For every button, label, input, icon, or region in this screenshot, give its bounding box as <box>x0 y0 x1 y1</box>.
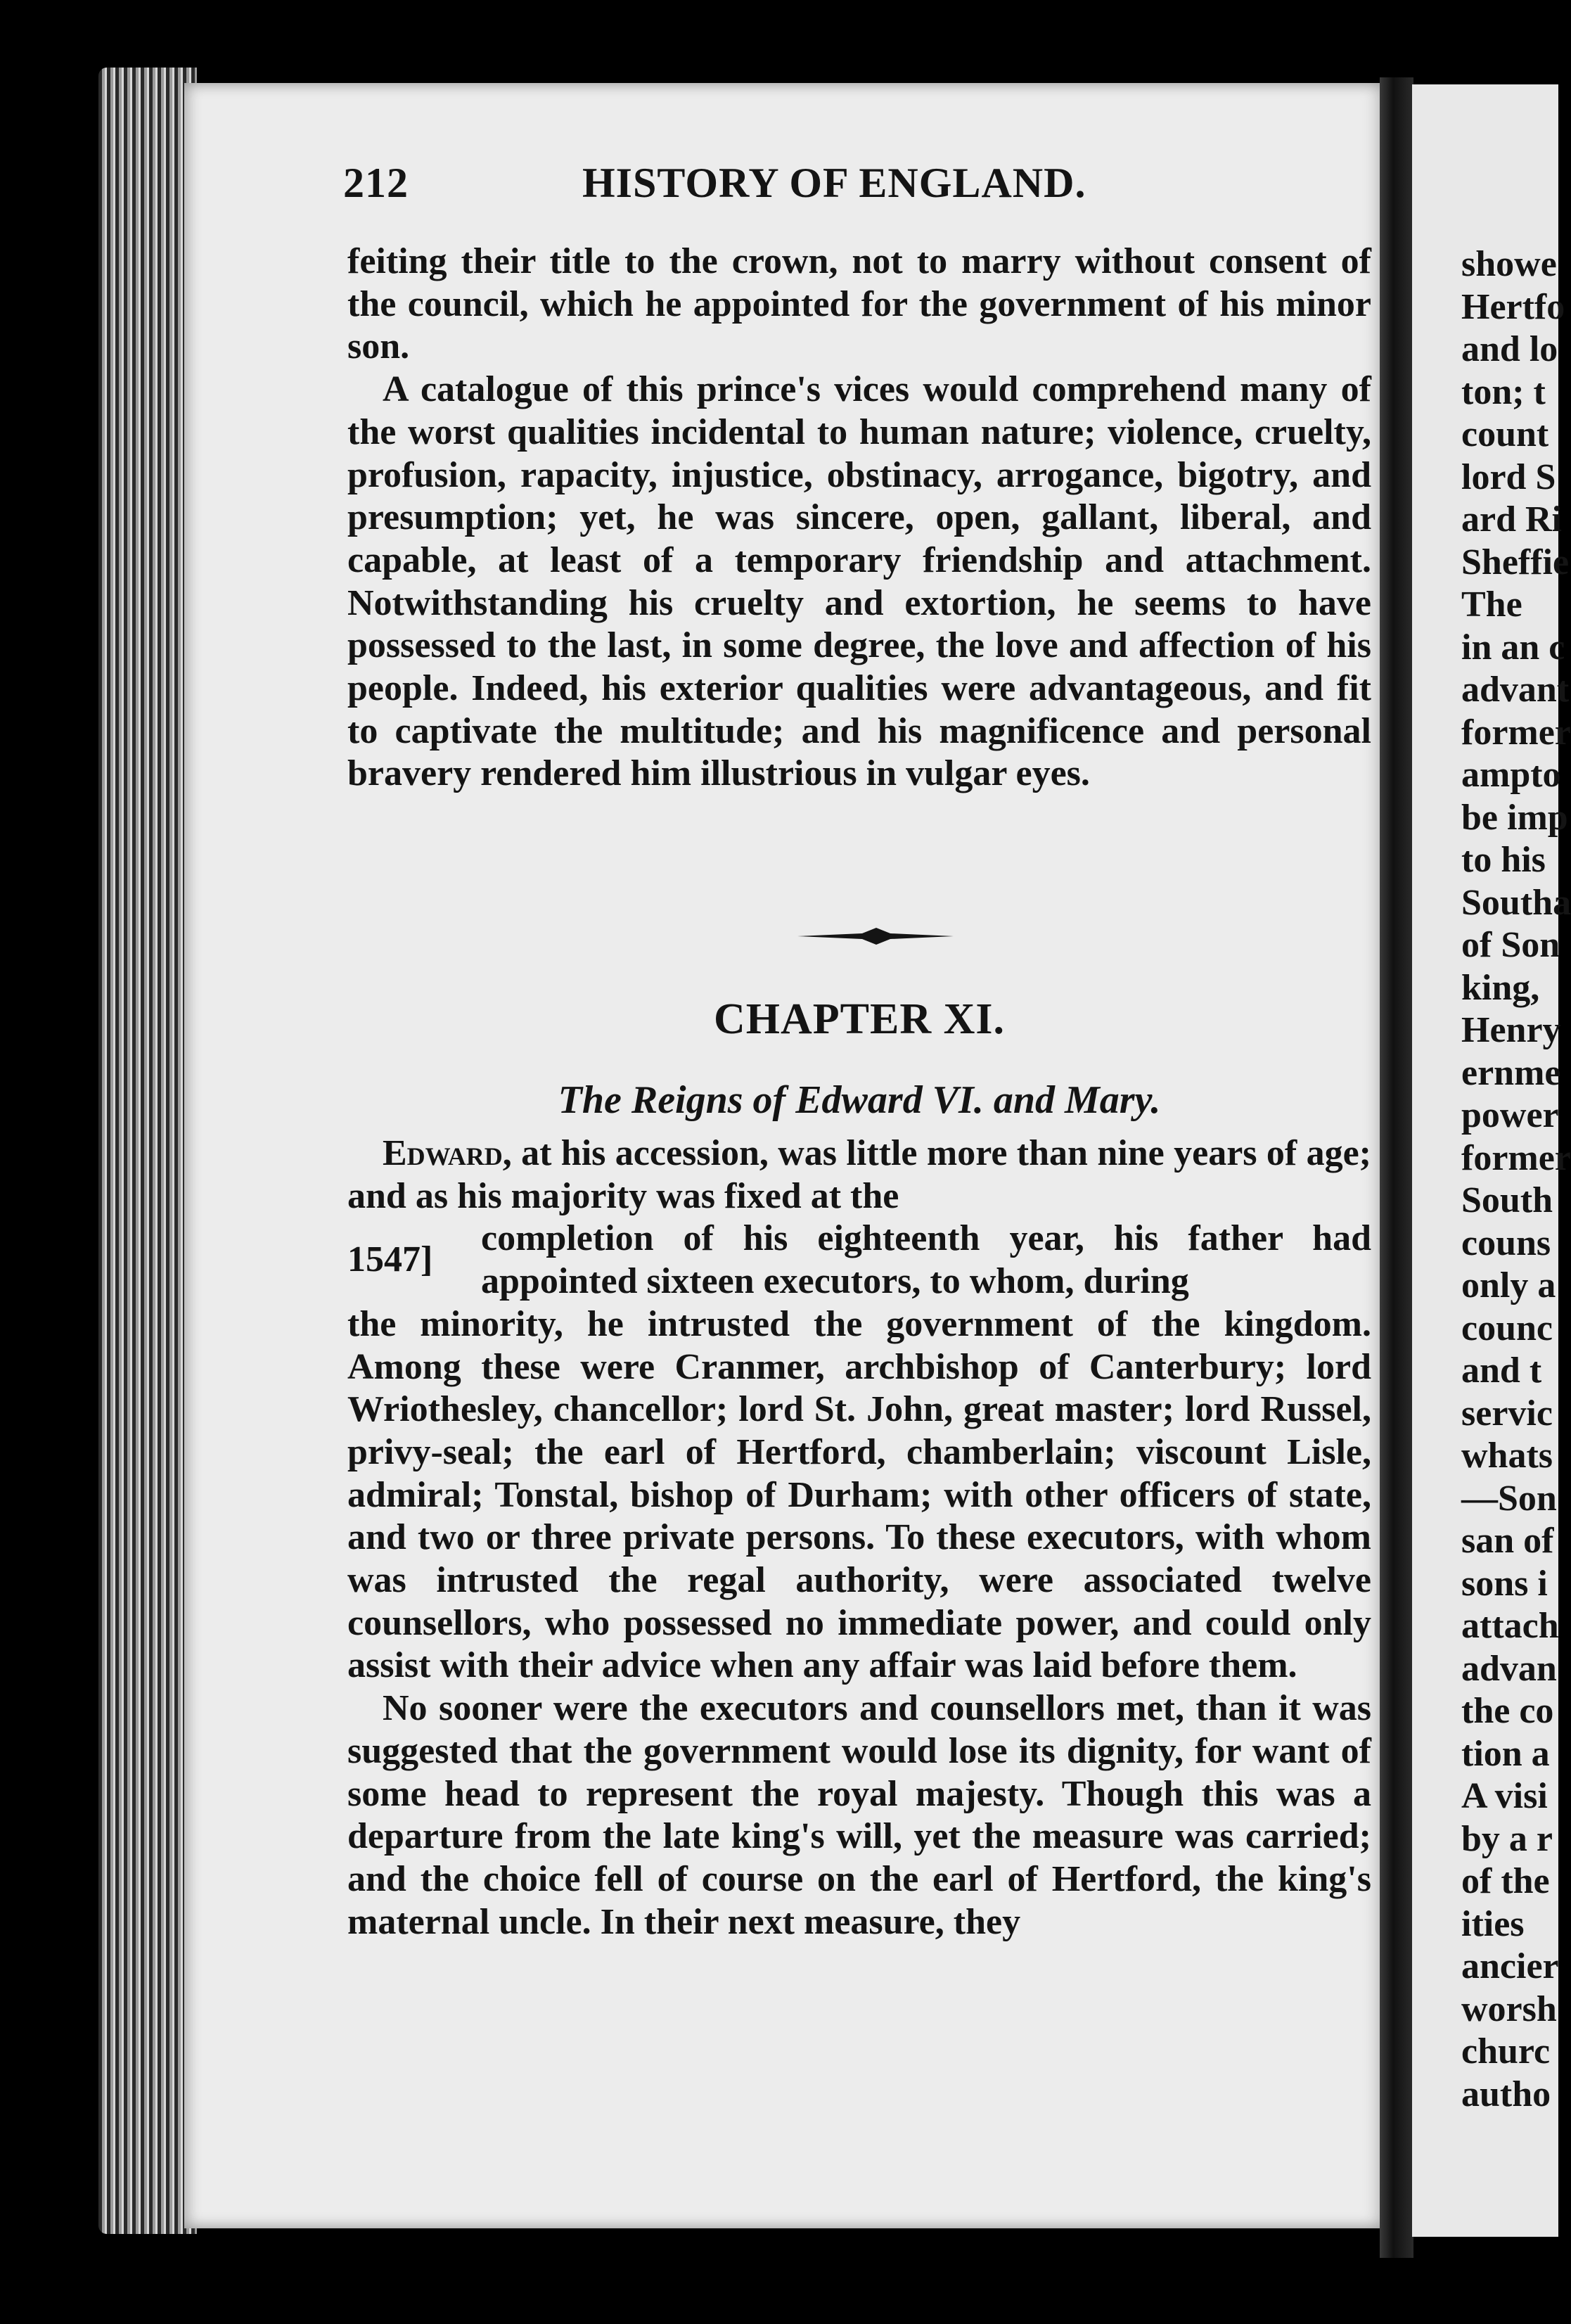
facing-line: Sheffie <box>1461 542 1570 582</box>
facing-line: in an c <box>1461 627 1565 668</box>
facing-line: only a <box>1461 1265 1556 1305</box>
chapter-body <box>347 1132 1371 1943</box>
facing-line: and t <box>1461 1351 1542 1391</box>
facing-line: counc <box>1461 1308 1553 1348</box>
facing-line: the co <box>1461 1691 1554 1731</box>
facing-line: of Son <box>1461 925 1560 965</box>
paragraph-continuation: feiting their title to the crown, not to marry without consent of the council, which he appointed for the government of his minor son. <box>347 241 1371 367</box>
margin-date-text: completion of his eighteenth year, his father had appointed sixteen executors, to whom, during <box>481 1218 1371 1302</box>
facing-line: tion a <box>1461 1733 1550 1774</box>
facing-line: count <box>1461 414 1549 454</box>
facing-line: to his <box>1461 840 1546 880</box>
opening-word: Edward <box>383 1133 503 1173</box>
facing-line: whats <box>1461 1436 1553 1476</box>
facing-line: sons i <box>1461 1563 1548 1604</box>
paragraph-catalogue: A catalogue of this prince's vices would comprehend many of the worst qualities incidental to human nature; violence, cruelty, profusion, rapacity, injustice, obstinacy, arrogance, bigotry, and presumption; yet, he was sincere, open, gallant, liberal, and capable, at least of a temporary friendship and attachment. Notwithstanding his cruelty and extortion, he seems to have possessed to the last, in some degree, the love and affection of his people. Indeed, his exterior qualities were advantageous, and fit to captivate the multitude; and his magnificence and personal bravery rendered him illustrious in vulgar eyes. <box>347 369 1371 794</box>
facing-line: Henry <box>1461 1010 1561 1050</box>
facing-line: former <box>1461 712 1571 753</box>
facing-line: san of <box>1461 1521 1554 1561</box>
text-before-chapter <box>347 241 1371 796</box>
facing-line: advant <box>1461 670 1570 710</box>
paragraph-executors: No sooner were the executors and counsellors met, than it was suggested that the government would lose its dignity, for want of some head to represent the royal majesty. Though this was a departure from the late king's will, yet the measure was carried; and the choice fell of course on the earl of Hertford, the king's maternal uncle. In their next measure, they <box>347 1688 1371 1942</box>
chapter-subtitle: The Reigns of Edward VI. and Mary. <box>558 1078 1161 1122</box>
facing-page-text <box>1412 84 1571 2116</box>
facing-line: ities <box>1461 1903 1525 1944</box>
chapter-heading: CHAPTER XI. <box>713 995 1006 1043</box>
facing-line: —Son <box>1461 1478 1557 1519</box>
facing-line: worsh <box>1461 1988 1557 2029</box>
facing-line: servic <box>1461 1393 1553 1434</box>
facing-line: couns <box>1461 1222 1551 1263</box>
book-title: HISTORY OF ENGLAND. <box>582 160 1086 206</box>
facing-line: A visi <box>1461 1776 1548 1816</box>
facing-line: of the <box>1461 1861 1550 1901</box>
facing-line: Southa <box>1461 882 1571 923</box>
margin-date: 1547] <box>347 1239 433 1280</box>
facing-line: churc <box>1461 2031 1551 2071</box>
facing-line: and lo <box>1461 329 1558 369</box>
facing-line: ancier <box>1461 1946 1559 1986</box>
facing-line: power <box>1461 1095 1559 1135</box>
facing-line: ton; t <box>1461 371 1546 412</box>
facing-page <box>1412 84 1571 2237</box>
opening-line-rest: , at his accession, was little more than nine years of age; and as his majority was fixed at the <box>347 1133 1371 1216</box>
facing-line: ampto <box>1461 755 1561 795</box>
opening-paragraph <box>347 1132 1371 1218</box>
facing-line: South <box>1461 1180 1553 1220</box>
facing-line: lord S <box>1461 456 1556 497</box>
facing-line: by a r <box>1461 1818 1553 1859</box>
book-gutter <box>1380 77 1413 2258</box>
facing-line: autho <box>1461 2074 1551 2114</box>
ornament-rule <box>795 926 956 947</box>
facing-line: advan <box>1461 1648 1557 1689</box>
facing-line: showe <box>1461 244 1557 284</box>
opening-paragraph-rest: the minority, he intrusted the government of the kingdom. Among these were Cranmer, archbishop of Canterbury; lord Wriothesley, chancellor; lord St. John, great master; lord Russel, privy-seal; the earl of Hertford, chamberlain; viscount Lisle, admiral; Tonstal, bishop of Durham; with other officers of state, and two or three private persons. To these executors, with whom was intrusted the regal authority, were associated twelve counsellors, who possessed no immediate power, and could only assist with their advice when any affair was laid before them. <box>347 1303 1371 1686</box>
facing-line: ernme <box>1461 1052 1561 1093</box>
facing-line: be imp <box>1461 797 1568 838</box>
facing-line: king, <box>1461 967 1540 1008</box>
margin-date-row <box>347 1218 1371 1303</box>
page-number: 212 <box>343 160 409 206</box>
facing-line: Hertfo <box>1461 286 1565 327</box>
facing-line: former <box>1461 1137 1571 1178</box>
facing-line: The <box>1461 585 1522 625</box>
facing-line: attach <box>1461 1606 1559 1646</box>
page-edges <box>98 68 197 2234</box>
facing-line: ard Ri <box>1461 499 1562 540</box>
